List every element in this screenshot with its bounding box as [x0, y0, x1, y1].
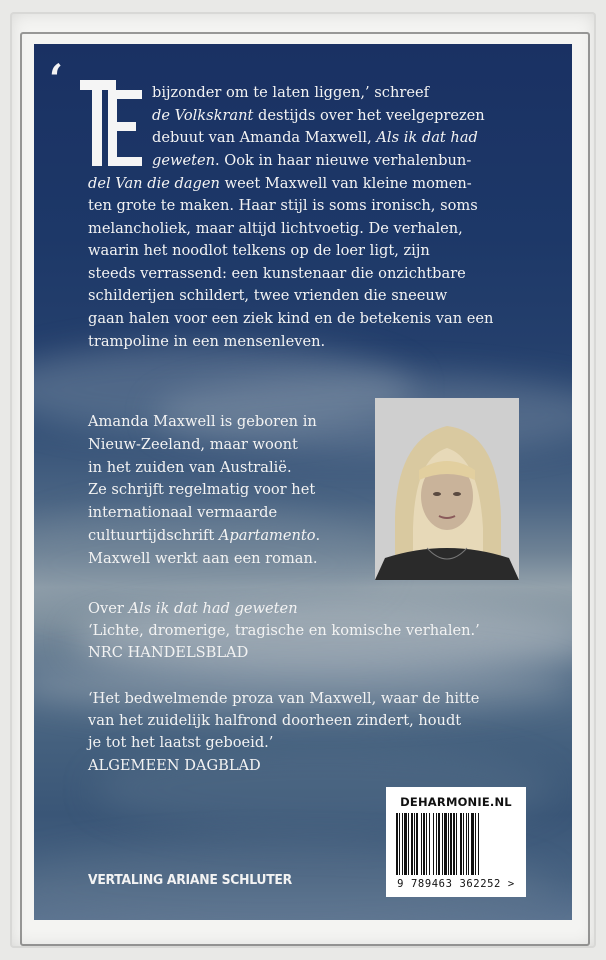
text-line: schilderijen schildert, twee vrienden die sneeuw — [88, 287, 448, 305]
text-line: del Van die dagen weet Maxwell van kleine momen- — [88, 174, 472, 192]
text-line: Nieuw-Zeeland, maar woont — [88, 435, 298, 453]
publisher-url: DEHARMONIE.NL — [400, 795, 512, 809]
text-line: debuut van Amanda Maxwell, Als ik dat had — [152, 129, 478, 147]
author-bio — [88, 411, 378, 571]
blurb-indented-paragraph — [152, 82, 552, 172]
dropcap-text: TE — [80, 76, 82, 77]
text-line: Maxwell werkt aan een roman. — [88, 549, 318, 567]
text-line: Over Als ik dat had geweten — [88, 600, 298, 617]
review-quote-2 — [88, 688, 558, 777]
text-line: cultuurtijdschrift Apartamento. — [88, 526, 321, 544]
isbn-barcode-box — [386, 787, 526, 897]
opening-quote-mark: ‘ — [49, 56, 63, 103]
isbn-number: 9 789463 362252 > — [397, 878, 515, 890]
dropcap-te — [80, 76, 144, 168]
text-line: in het zuiden van Australië. — [88, 458, 292, 476]
text-line: gaan halen voor een ziek kind en de betekenis van een — [88, 310, 494, 328]
text-line: waarin het noodlot telkens op de loer ligt, zijn — [88, 242, 430, 260]
text-line: Amanda Maxwell is geboren in — [88, 413, 317, 430]
text-line: trampoline in een mensenleven. — [88, 332, 326, 350]
text-line: bijzonder om te laten liggen,’ schreef — [152, 84, 429, 101]
author-photo — [375, 398, 519, 580]
text-line: internationaal vermaarde — [88, 504, 278, 522]
translator-credit: VERTALING ARIANE SCHLUTER — [88, 872, 292, 888]
text-line: je tot het laatst geboeid.’ — [88, 734, 274, 752]
text-line: melancholiek, maar altijd lichtvoetig. De verhalen, — [88, 219, 463, 237]
text-line: ALGEMEEN DAGBLAD — [88, 756, 261, 774]
barcode — [394, 813, 518, 879]
text-line: steeds verrassend: een kunstenaar die onzichtbare — [88, 264, 466, 282]
text-line: van het zuidelijk halfrond doorheen zindert, houdt — [88, 712, 462, 730]
text-line: geweten. Ook in haar nieuwe verhalenbun- — [152, 151, 472, 169]
blurb-paragraph — [88, 173, 548, 354]
text-line: Ze schrijft regelmatig voor het — [88, 481, 316, 499]
text-line: ten grote te maken. Haar stijl is soms ironisch, soms — [88, 197, 478, 215]
text-line: de Volkskrant destijds over het veelgeprezen — [152, 106, 485, 124]
text-line: ‘Het bedwelmende proza van Maxwell, waar de hitte — [88, 690, 480, 707]
text-line: NRC HANDELSBLAD — [88, 644, 249, 662]
text-line: ‘Lichte, dromerige, tragische en komische verhalen.’ — [88, 622, 480, 640]
review-quote-1 — [88, 598, 558, 665]
